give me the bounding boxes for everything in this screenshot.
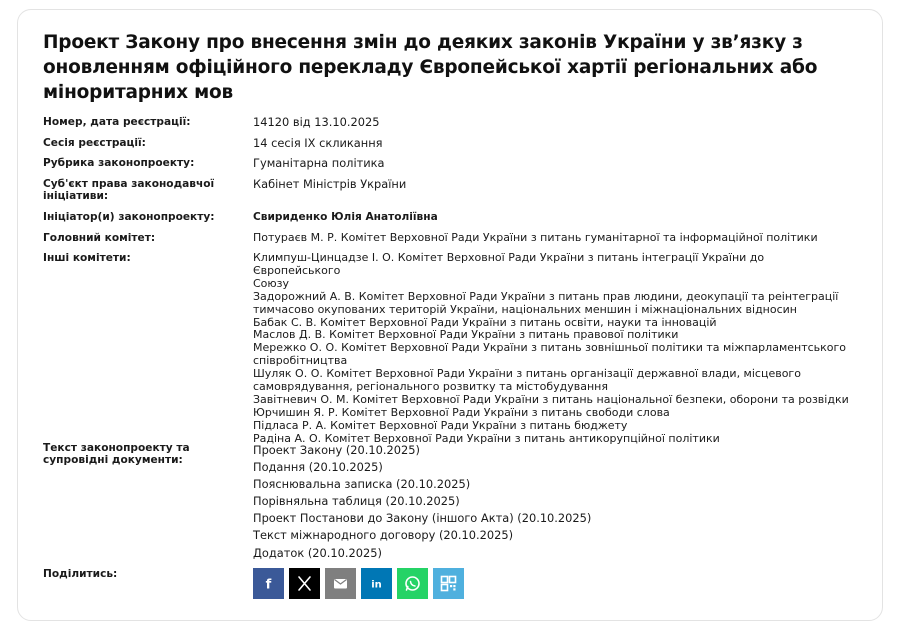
committee-line: співробітництва [253, 354, 348, 368]
committee-line: Радіна А. О. Комітет Верховної Ради України з питань антикорупційної політики [253, 431, 720, 445]
document-link-draft-law[interactable]: Проект Закону (20.10.2025) [253, 443, 420, 457]
documents-label-line1: Текст законопроекту та [43, 442, 190, 454]
session-label: Сесія реєстрації: [43, 137, 146, 149]
document-link-comparison-table[interactable]: Порівняльна таблиця (20.10.2025) [253, 494, 460, 509]
svg-text:in: in [371, 579, 382, 591]
rubric-value: Гуманітарна політика [253, 156, 385, 170]
share-label: Поділитись: [43, 568, 118, 580]
linkedin-icon [361, 568, 392, 599]
document-link-submission[interactable]: Подання (20.10.2025) [253, 460, 383, 475]
session-value: 14 сесія IX скликання [253, 136, 383, 150]
other-committees-label: Інші комітети: [43, 252, 131, 264]
committee-line: Мережко О. О. Комітет Верховної Ради України з питань зовнішньої політики та міжпарламентського [253, 341, 847, 355]
main-committee-label: Головний комітет: [43, 232, 156, 244]
committee-line: Завітневич О. М. Комітет Верховної Ради України з питань національної безпеки, оборони та розвідки [253, 392, 849, 406]
committee-line: тимчасово окупованих територій України, національних меншин і міжнаціональних відносин [253, 302, 797, 316]
committee-line: Бабак С. В. Комітет Верховної Ради України з питань освіти, науки та інновацій [253, 315, 717, 329]
committee-line: Союзу [253, 276, 290, 290]
subject-label-line1: Суб'єкт права законодавчої [43, 178, 215, 190]
subject-label [43, 178, 243, 202]
rubric-label: Рубрика законопроекту: [43, 157, 195, 169]
documents-list [253, 442, 853, 562]
document-link-draft-resolution[interactable]: Проект Постанови до Закону (іншого Акта) (20.10.2025) [253, 511, 592, 526]
other-committees-list [253, 252, 853, 446]
whatsapp-icon [397, 568, 428, 599]
svg-text:f: f [265, 577, 272, 593]
committee-line: Юрчишин Я. Р. Комітет Верховної Ради України з питань свободи слова [253, 405, 670, 419]
share-whatsapp-button[interactable] [397, 568, 428, 599]
committee-line: Климпуш-Цинцадзе І. О. Комітет Верховної Ради України з питань інтеграції України до Європейського [253, 251, 765, 277]
share-email-button[interactable] [325, 568, 356, 599]
registration-label: Номер, дата реєстрації: [43, 116, 191, 128]
share-linkedin-button[interactable] [361, 568, 392, 599]
committee-line: самоврядування, регіонального розвитку та містобудування [253, 380, 608, 394]
page-title: Проект Закону про внесення змін до деяких законів України у зв’язку з оновленням офіційного перекладу Європейської хартії регіональних або міноритарних мов [43, 32, 818, 103]
document-link-explanatory-note[interactable]: Пояснювальна записка (20.10.2025) [253, 477, 471, 492]
committee-line: Підласа Р. А. Комітет Верховної Ради України з питань бюджету [253, 418, 628, 432]
share-x-button[interactable] [289, 568, 320, 599]
bill-card [17, 9, 883, 621]
initiator-label: Ініціатор(и) законопроекту: [43, 211, 215, 223]
committee-line: Задорожний А. В. Комітет Верховної Ради України з питань прав людини, деокупації та реінтеграції [253, 289, 839, 303]
subject-label-line2: ініціативи: [43, 190, 109, 202]
document-link-appendix[interactable]: Додаток (20.10.2025) [253, 545, 382, 560]
subject-value: Кабінет Міністрів України [253, 177, 407, 191]
facebook-icon [253, 568, 284, 599]
documents-label-line2: супровідні документи: [43, 454, 183, 466]
committee-line: Шуляк О. О. Комітет Верховної Ради України з питань організації державної влади, місцевого [253, 367, 801, 381]
registration-value: 14120 від 13.10.2025 [253, 115, 380, 129]
share-facebook-button[interactable] [253, 568, 284, 599]
committee-line: Маслов Д. В. Комітет Верховної Ради України з питань правової політики [253, 328, 679, 342]
share-buttons [253, 568, 464, 599]
qr-code-icon [433, 568, 464, 599]
main-committee-value: Потураєв М. Р. Комітет Верховної Ради України з питань гуманітарної та інформаційної політики [253, 231, 818, 244]
share-qr-button[interactable] [433, 568, 464, 599]
initiator-value: Свириденко Юлія Анатоліївна [253, 211, 438, 223]
document-link-treaty-text[interactable]: Текст міжнародного договору (20.10.2025) [253, 528, 514, 543]
email-icon [325, 568, 356, 599]
x-icon [289, 568, 320, 599]
documents-label [43, 442, 243, 466]
